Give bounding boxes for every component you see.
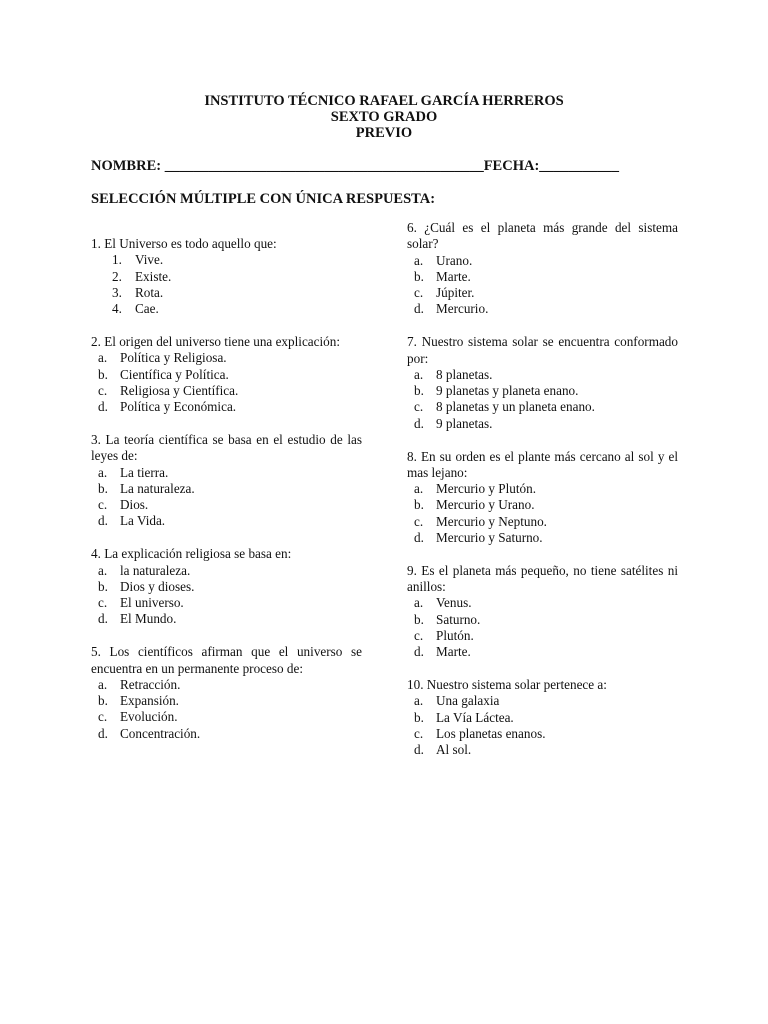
option-item: [407, 595, 678, 611]
option-item: [407, 269, 678, 285]
option-item: [91, 497, 362, 513]
option-item: [91, 579, 362, 595]
option-marker: b.: [414, 709, 424, 725]
question-text: 10. Nuestro sistema solar pertenece a:: [407, 677, 607, 693]
option-marker: d.: [414, 530, 424, 546]
option-item: [407, 644, 678, 660]
option-marker: a.: [98, 464, 108, 480]
option-item: [91, 269, 362, 285]
section-title: SELECCIÓN MÚLTIPLE CON ÚNICA RESPUESTA:: [91, 191, 436, 207]
options-list: [407, 367, 678, 432]
option-text: Rota.: [135, 284, 164, 300]
option-marker: c.: [414, 513, 424, 529]
option-marker: a.: [98, 562, 108, 578]
option-marker: c.: [414, 399, 424, 415]
option-text: Al sol.: [436, 742, 472, 758]
question-text: 1. El Universo es todo aquello que:: [91, 236, 277, 251]
institution-title: INSTITUTO TÉCNICO RAFAEL GARCÍA HERREROS: [204, 93, 564, 109]
option-marker: c.: [98, 709, 108, 725]
option-text: Mercurio y Saturno.: [436, 530, 543, 546]
option-text: Expansión.: [120, 693, 179, 709]
option-text: Concentración.: [120, 725, 201, 741]
option-marker: a.: [414, 595, 424, 611]
option-text: Política y Económica.: [120, 399, 237, 415]
option-marker: a.: [414, 252, 424, 268]
options-list: [407, 481, 678, 546]
option-text: Urano.: [436, 252, 473, 268]
option-text: Religiosa y Científica.: [120, 382, 239, 398]
option-marker: 2.: [112, 268, 122, 284]
option-marker: c.: [98, 595, 108, 611]
option-item: [91, 465, 362, 481]
option-text: Evolución.: [120, 709, 178, 725]
option-item: [91, 383, 362, 399]
option-item: [91, 726, 362, 742]
option-item: [407, 481, 678, 497]
options-list: [407, 693, 678, 758]
option-marker: a.: [414, 366, 424, 382]
options-list: [91, 465, 362, 530]
grade-title: SEXTO GRADO: [330, 109, 438, 125]
option-text: 9 planetas.: [436, 415, 493, 431]
option-text: Venus.: [436, 595, 472, 611]
question-9: [407, 563, 678, 661]
option-text: Mercurio y Plutón.: [436, 481, 536, 497]
option-marker: c.: [414, 628, 424, 644]
option-text: La naturaleza.: [120, 480, 195, 496]
option-marker: c.: [414, 726, 424, 742]
question-text: 4. La explicación religiosa se basa en:: [91, 546, 292, 562]
option-item: [91, 513, 362, 529]
question-7: [407, 334, 678, 432]
option-marker: 4.: [112, 301, 122, 317]
option-marker: c.: [414, 285, 424, 301]
options-list: [91, 252, 362, 317]
option-item: [407, 497, 678, 513]
option-item: [91, 367, 362, 383]
option-item: [91, 301, 362, 317]
option-text: La Vía Láctea.: [436, 709, 514, 725]
name-date-line: NOMBRE: ____________________________________________FECHA:___________: [91, 158, 620, 174]
question-1: [91, 236, 362, 317]
option-marker: a.: [414, 693, 424, 709]
left-column: [91, 236, 362, 759]
option-text: Plutón.: [436, 628, 474, 644]
right-column: [407, 220, 678, 775]
option-item: [91, 709, 362, 725]
question-2: [91, 334, 362, 415]
question-5: [91, 644, 362, 742]
option-text: la naturaleza.: [120, 562, 191, 578]
option-text: Júpiter.: [436, 285, 475, 301]
option-item: [407, 253, 678, 269]
question-text: 6. ¿Cuál es el planeta más grande del sistema solar?: [407, 220, 678, 252]
option-text: Vive.: [135, 252, 164, 268]
question-text: 8. En su orden es el plante más cercano al sol y el mas lejano:: [407, 448, 678, 480]
options-list: [91, 350, 362, 415]
option-item: [91, 350, 362, 366]
option-item: [91, 399, 362, 415]
option-item: [91, 481, 362, 497]
question-text: 2. El origen del universo tiene una explicación:: [91, 333, 341, 349]
exam-title: PREVIO: [355, 125, 413, 141]
option-text: Científica y Política.: [120, 366, 229, 382]
options-list: [91, 677, 362, 742]
question-text: 9. Es el planeta más pequeño, no tiene satélites ni anillos:: [407, 562, 678, 595]
option-marker: b.: [98, 693, 108, 709]
option-marker: a.: [98, 676, 108, 692]
document-header: [0, 93, 768, 141]
option-text: La tierra.: [120, 464, 169, 480]
option-item: [91, 563, 362, 579]
option-text: Mercurio y Urano.: [436, 497, 535, 513]
option-item: [407, 416, 678, 432]
option-marker: d.: [414, 301, 424, 317]
option-marker: b.: [414, 268, 424, 284]
option-text: Cae.: [135, 301, 159, 317]
option-marker: 1.: [112, 252, 122, 268]
option-text: 8 planetas.: [436, 366, 493, 382]
option-marker: d.: [414, 742, 424, 758]
question-3: [91, 432, 362, 530]
option-item: [407, 693, 678, 709]
option-text: 9 planetas y planeta enano.: [436, 383, 579, 399]
option-text: Una galaxia: [436, 693, 500, 709]
option-item: [407, 530, 678, 546]
option-item: [407, 399, 678, 415]
option-marker: d.: [98, 725, 108, 741]
option-text: Mercurio y Neptuno.: [436, 513, 547, 529]
option-marker: 3.: [112, 284, 122, 300]
question-text: 3. La teoría científica se basa en el estudio de las leyes de:: [91, 431, 362, 464]
option-item: [407, 612, 678, 628]
option-item: [91, 677, 362, 693]
option-marker: c.: [98, 497, 108, 513]
option-marker: d.: [414, 415, 424, 431]
option-marker: b.: [414, 383, 424, 399]
option-text: 8 planetas y un planeta enano.: [436, 399, 595, 415]
option-marker: d.: [98, 513, 108, 529]
options-list: [91, 563, 362, 628]
option-marker: d.: [414, 644, 424, 660]
option-item: [407, 301, 678, 317]
option-item: [407, 628, 678, 644]
option-item: [407, 285, 678, 301]
option-text: La Vida.: [120, 513, 166, 529]
option-item: [407, 726, 678, 742]
option-item: [407, 742, 678, 758]
option-marker: c.: [98, 382, 108, 398]
option-marker: b.: [98, 480, 108, 496]
option-marker: b.: [414, 611, 424, 627]
option-marker: a.: [414, 481, 424, 497]
option-text: Dios.: [120, 497, 149, 513]
option-item: [91, 285, 362, 301]
question-text: 7. Nuestro sistema solar se encuentra conformado por:: [407, 334, 678, 366]
option-marker: b.: [98, 578, 108, 594]
option-text: Marte.: [436, 644, 471, 660]
question-text: 5. Los científicos afirman que el universo se encuentra en un permanente proceso de:: [91, 644, 362, 676]
question-6: [407, 220, 678, 318]
option-marker: d.: [98, 399, 108, 415]
option-text: Existe.: [135, 268, 172, 284]
option-text: Retracción.: [120, 676, 181, 692]
option-text: Marte.: [436, 268, 471, 284]
option-item: [91, 595, 362, 611]
option-marker: a.: [98, 350, 108, 366]
option-text: Política y Religiosa.: [120, 350, 227, 366]
option-item: [91, 252, 362, 268]
question-10: [407, 677, 678, 758]
option-item: [407, 514, 678, 530]
option-text: Mercurio.: [436, 301, 489, 317]
option-text: Saturno.: [436, 611, 481, 627]
options-list: [407, 253, 678, 318]
option-item: [91, 611, 362, 627]
option-item: [407, 710, 678, 726]
option-text: El universo.: [120, 595, 184, 611]
option-marker: d.: [98, 611, 108, 627]
option-item: [91, 693, 362, 709]
option-text: El Mundo.: [120, 611, 177, 627]
option-marker: b.: [414, 497, 424, 513]
option-marker: b.: [98, 366, 108, 382]
option-item: [407, 367, 678, 383]
option-text: Los planetas enanos.: [436, 726, 546, 742]
question-8: [407, 449, 678, 547]
option-text: Dios y dioses.: [120, 578, 195, 594]
option-item: [407, 383, 678, 399]
question-4: [91, 546, 362, 627]
options-list: [407, 595, 678, 660]
